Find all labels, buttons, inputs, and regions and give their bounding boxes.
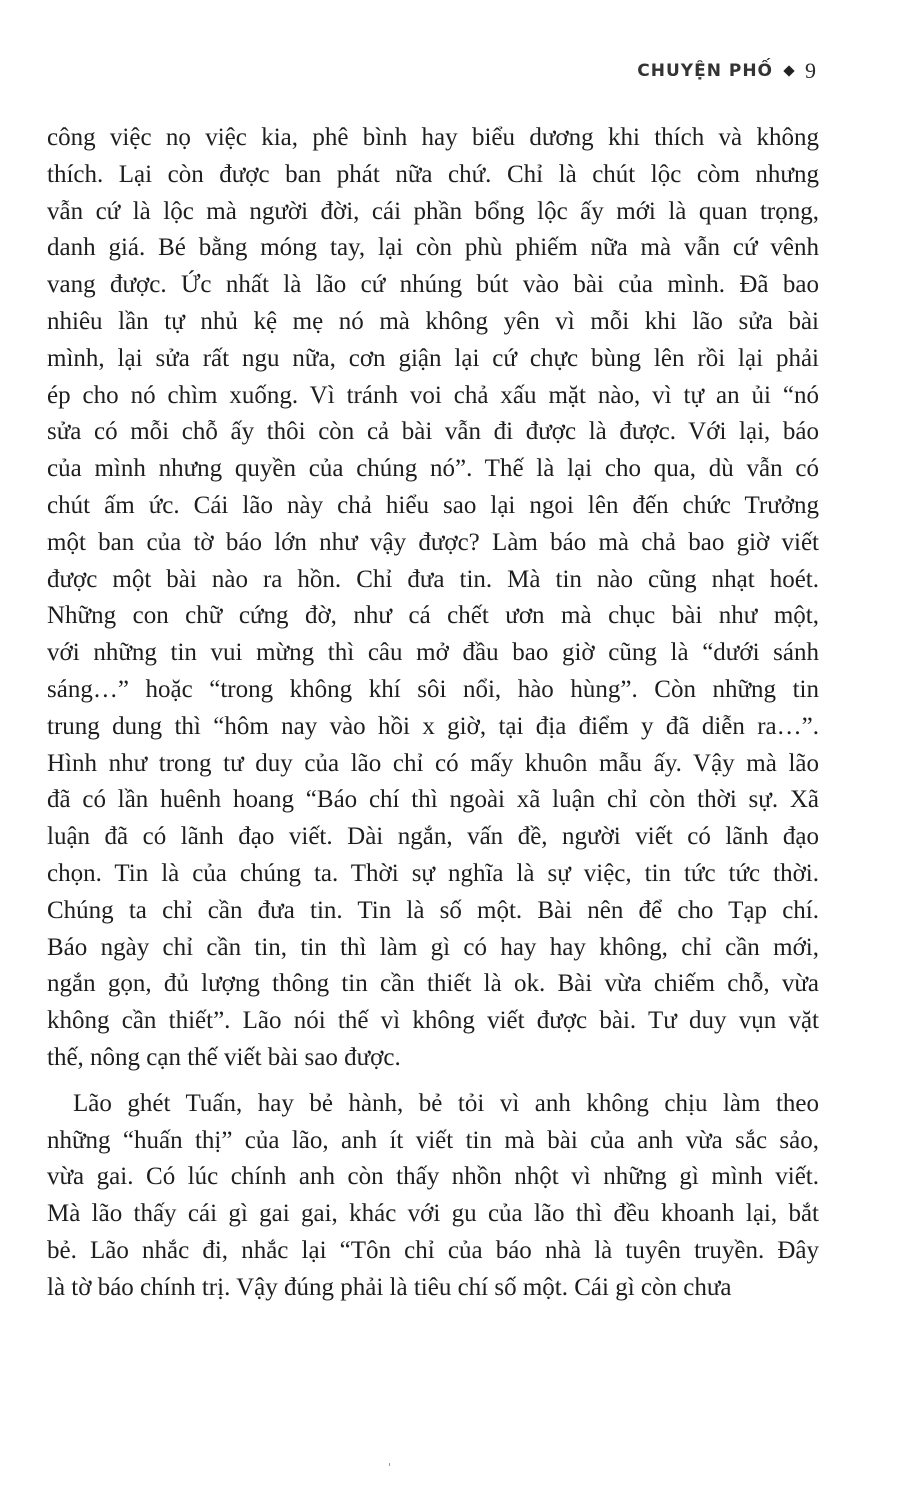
text-line: chọn. Tin là của chúng ta. Thời sự nghĩa là sự việc, tin tức tức thời. xyxy=(47,859,819,887)
text-line: danh giá. Bé bằng móng tay, lại còn phù phiếm nữa mà vẫn cứ vênh xyxy=(47,234,819,262)
text-line: thích. Lại còn được ban phát nữa chứ. Chỉ là chút lộc còm nhưng xyxy=(47,160,819,188)
text-line: nhiêu lần tự nhủ kệ mẹ nó mà không yên vì mỗi khi lão sửa bài xyxy=(47,307,819,335)
text-line: sửa có mỗi chỗ ấy thôi còn cả bài vẫn đi được là được. Với lại, báo xyxy=(47,418,819,446)
text-line: bẻ. Lão nhắc đi, nhắc lại “Tôn chỉ của báo nhà là tuyên truyền. Đây xyxy=(47,1236,819,1264)
text-line: Lão ghét Tuấn, hay bẻ hành, bẻ tỏi vì anh không chịu làm theo xyxy=(73,1089,819,1117)
text-line: Chúng ta chỉ cần đưa tin. Tin là số một. Bài nên để cho Tạp chí. xyxy=(47,896,819,924)
text-line: trung dung thì “hôm nay vào hồi x giờ, tại địa điểm y đã diễn ra…”. xyxy=(47,712,819,740)
text-line: sáng…” hoặc “trong không khí sôi nổi, hào hùng”. Còn những tin xyxy=(47,675,819,703)
text-line: là tờ báo chính trị. Vậy đúng phải là tiêu chí số một. Cái gì còn chưa xyxy=(47,1273,732,1301)
text-line: một ban của tờ báo lớn như vậy được? Làm báo mà chả bao giờ viết xyxy=(47,528,819,556)
text-line: Báo ngày chỉ cần tin, tin thì làm gì có hay hay không, chỉ cần mới, xyxy=(47,933,819,961)
text-line: ngắn gọn, đủ lượng thông tin cần thiết là ok. Bài vừa chiếm chỗ, vừa xyxy=(47,970,819,998)
text-line: của mình nhưng quyền của chúng nó”. Thế là lại cho qua, dù vẫn có xyxy=(47,455,819,483)
paragraph xyxy=(47,1086,819,1307)
text-line: những “huấn thị” của lão, anh ít viết tin mà bài của anh vừa sắc sảo, xyxy=(47,1126,819,1154)
text-line: Hình như trong tư duy của lão chỉ có mấy khuôn mẫu ấy. Vậy mà lão xyxy=(47,749,819,777)
text-line: không cần thiết”. Lão nói thế vì không viết được bài. Tư duy vụn vặt xyxy=(47,1007,819,1035)
running-title: CHUYỆN PHỐ xyxy=(637,61,773,81)
text-line: được một bài nào ra hồn. Chỉ đưa tin. Mà tin nào cũng nhạt hoét. xyxy=(47,565,819,593)
paragraph-gap xyxy=(47,1077,819,1086)
text-line: công việc nọ việc kia, phê bình hay biểu dương khi thích và không xyxy=(47,124,819,151)
text-line: ép cho nó chìm xuống. Vì tránh voi chả xấu mặt nào, vì tự an ủi “nó xyxy=(47,381,819,409)
scan-artifact xyxy=(389,1463,390,1466)
body-text xyxy=(47,120,819,1307)
text-line: vẫn cứ là lộc mà người đời, cái phần bổng lộc ấy mới là quan trọng, xyxy=(47,197,819,225)
text-line: với những tin vui mừng thì câu mở đầu bao giờ cũng là “dưới sánh xyxy=(47,639,819,667)
text-line: thế, nông cạn thế viết bài sao được. xyxy=(47,1043,401,1071)
text-line: luận đã có lãnh đạo viết. Dài ngắn, vấn đề, người viết có lãnh đạo xyxy=(47,823,819,851)
text-line: vừa gai. Có lúc chính anh còn thấy nhồn nhột vì những gì mình viết. xyxy=(47,1163,819,1191)
text-line: vang được. Ức nhất là lão cứ nhúng bút vào bài của mình. Đã bao xyxy=(47,271,819,299)
text-line: Mà lão thấy cái gì gai gai, khác với gu của lão thì đều khoanh lại, bắt xyxy=(47,1200,819,1228)
text-line: đã có lần huênh hoang “Báo chí thì ngoài xã luận chỉ còn thời sự. Xã xyxy=(47,786,819,814)
running-header xyxy=(637,58,816,84)
text-line: Những con chữ cứng đờ, như cá chết ươn mà chục bài như một, xyxy=(47,602,819,630)
paragraph xyxy=(47,120,819,1077)
text-line: mình, lại sửa rất ngu nữa, cơn giận lại cứ chực bùng lên rồi lại phải xyxy=(47,344,819,372)
diamond-separator-icon xyxy=(783,65,794,76)
page-number: 9 xyxy=(805,58,816,83)
text-line: chút ấm ức. Cái lão này chả hiểu sao lại ngoi lên đến chức Trưởng xyxy=(47,491,819,519)
